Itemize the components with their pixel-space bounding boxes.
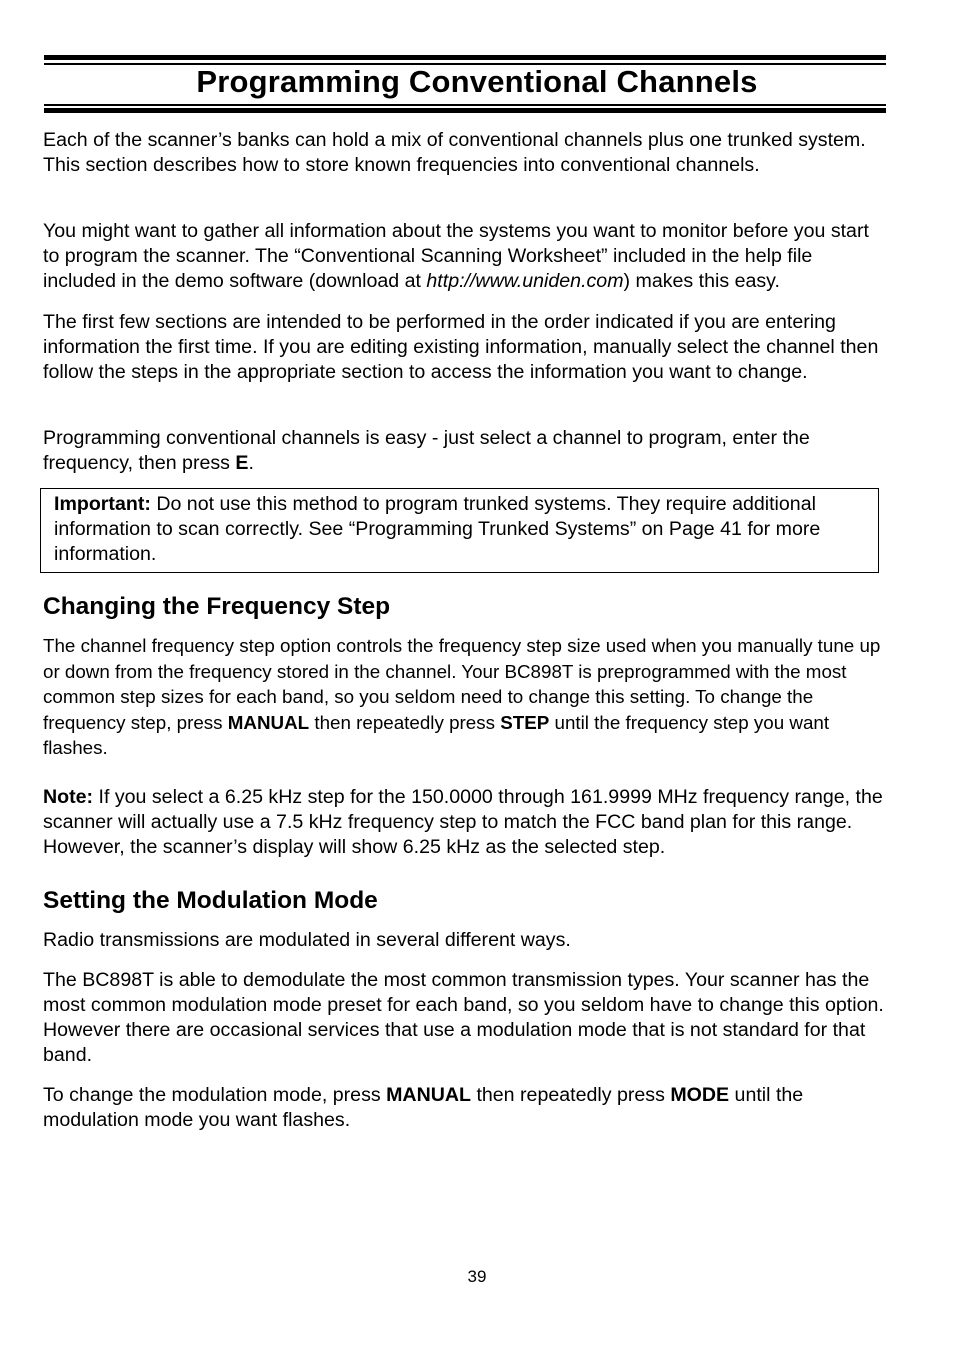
title-rule-top-thick	[44, 55, 886, 60]
title-rule-bottom-thick	[44, 108, 886, 113]
modulation-paragraph-3: To change the modulation mode, press MANUAL then repeatedly press MODE until the modulation mode you want flashes.	[43, 1084, 804, 1131]
frequency-step-paragraph: The channel frequency step option controls the frequency step size used when you manually tune up or down from the frequency stored in the channel. Your BC898T is preprogrammed with the most common step sizes for each band, so you seldom need to change this setting. To change the frequency step, press MANUAL then repeatedly press STEP until the frequency step you want flashes.	[43, 635, 881, 758]
page-number: 39	[467, 1267, 487, 1286]
modulation-paragraph-2: The BC898T is able to demodulate the most common transmission types. Your scanner has the most common modulation mode preset for each band, so you seldom have to change this option. However there are occasional services that use a modulation mode that is not standard for that band.	[43, 969, 884, 1066]
modulation-paragraph-1: Radio transmissions are modulated in several different ways.	[43, 929, 571, 951]
key-e: E	[235, 452, 249, 474]
important-label: Important:	[54, 493, 151, 515]
frequency-step-heading: Changing the Frequency Step	[43, 593, 391, 620]
important-box	[40, 488, 879, 573]
key-manual-2: MANUAL	[386, 1084, 471, 1106]
intro-paragraph-4: Programming conventional channels is easy - just select a channel to program, enter the frequency, then press E.	[43, 427, 810, 474]
intro-paragraph-2: You might want to gather all information about the systems you want to monitor before you start to program the scanner. The “Conventional Scanning Worksheet” included in the help file included in the demo software (download at http://www.uniden.com) makes this easy.	[43, 220, 869, 292]
key-mode: MODE	[670, 1084, 730, 1106]
intro-paragraph-3: The first few sections are intended to be performed in the order indicated if you are entering information the first time. If you are editing existing information, manually select the channel then follow the steps in the appropriate section to access the information you want to change.	[43, 311, 879, 383]
page-title: Programming Conventional Channels	[196, 64, 758, 99]
intro-paragraph-1: Each of the scanner’s banks can hold a mix of conventional channels plus one trunked system. This section describes how to store known frequencies into conventional channels.	[43, 129, 866, 176]
uniden-url: http://www.uniden.com	[426, 270, 624, 292]
frequency-step-note: Note: If you select a 6.25 kHz step for the 150.0000 through 161.9999 MHz frequency range, the scanner will actually use a 7.5 kHz frequency step to match the FCC band plan for this range. However, the scanner’s display will show 6.25 kHz as the selected step.	[43, 786, 883, 858]
title-rule-bottom-thin	[44, 104, 886, 106]
key-manual: MANUAL	[227, 711, 310, 733]
key-step: STEP	[500, 711, 550, 733]
modulation-heading: Setting the Modulation Mode	[43, 887, 378, 914]
note-label: Note:	[43, 786, 94, 808]
important-text: Important: Do not use this method to program trunked systems. They require additional information to scan correctly. See “Programming Trunked Systems” on Page 41 for more information.	[54, 493, 821, 565]
